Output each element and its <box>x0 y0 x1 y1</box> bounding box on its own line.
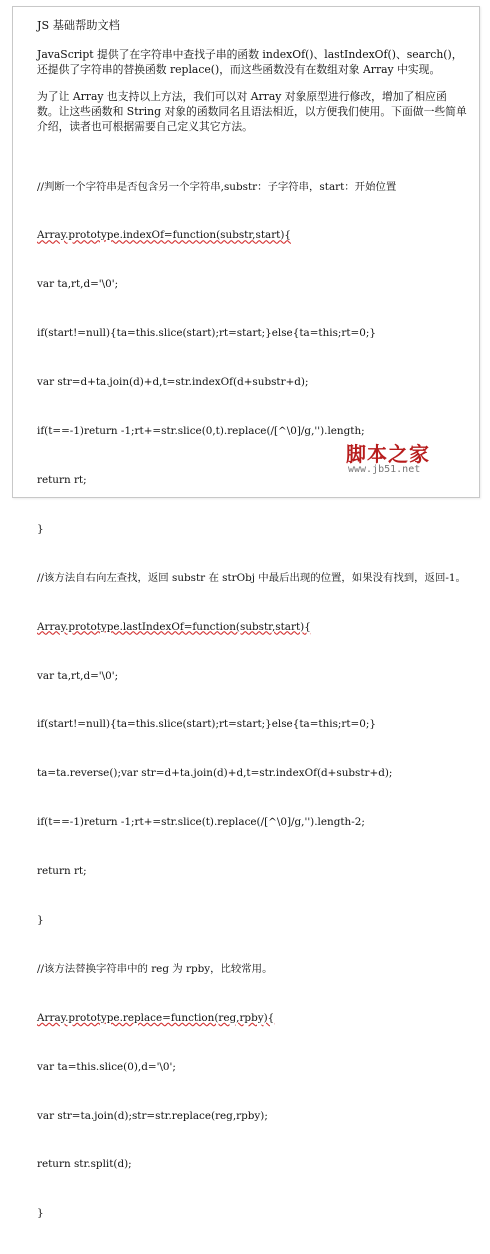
code-line: } <box>37 1207 44 1220</box>
code-line: var str=ta.join(d);str=str.replace(reg,rpby); <box>37 1109 268 1122</box>
code-line: ta=ta.reverse();var str=d+ta.join(d)+d,t=str.indexOf(d+substr+d); <box>37 767 393 780</box>
code-line: if(t==-1)return -1;rt+=str.slice(0,t).replace(/[^\0]/g,'').length; <box>37 425 365 438</box>
code-line: } <box>37 522 44 535</box>
code-line: Array.prototype.indexOf=function(substr,start){ <box>37 229 291 242</box>
code-line: if(start!=null){ta=this.slice(start);rt=start;}else{ta=this;rt=0;} <box>37 327 376 340</box>
document-title: JS 基础帮助文档 <box>37 19 120 32</box>
code-line: var ta,rt,d='\0'; <box>37 669 119 682</box>
code-line: var ta,rt,d='\0'; <box>37 278 119 291</box>
code-line: //该方法替换字符串中的 reg 为 rpby，比较常用。 <box>37 962 273 975</box>
document-page <box>12 6 480 1220</box>
watermark-title: 脚本之家 <box>346 442 430 466</box>
code-line: if(start!=null){ta=this.slice(start);rt=start;}else{ta=this;rt=0;} <box>37 718 376 731</box>
explanation-paragraph: 为了让 Array 也支持以上方法，我们可以对 Array 对象原型进行修改，增加了相应函数。让这些函数和 String 对象的函数同名且语法相近，以方便我们使用。下面做一些简单介绍，读者也可根据需要自己定义其它方法。 <box>37 90 467 133</box>
code-line: Array.prototype.lastIndexOf=function(substr,start){ <box>37 620 311 633</box>
code-line: return rt; <box>37 865 87 878</box>
code-line: //判断一个字符串是否包含另一个字符串,substr：子字符串，start：开始位置 <box>37 180 397 193</box>
code-line: var str=d+ta.join(d)+d,t=str.indexOf(d+substr+d); <box>37 376 309 389</box>
code-line: //该方法自右向左查找，返回 substr 在 strObj 中最后出现的位置，如果没有找到，返回-1。 <box>37 571 466 584</box>
code-line: if(t==-1)return -1;rt+=str.slice(t).replace(/[^\0]/g,'').length-2; <box>37 816 365 829</box>
code-line: return rt; <box>37 473 87 486</box>
code-line: Array.prototype.replace=function(reg,rpby){ <box>37 1011 275 1024</box>
document-content <box>37 17 467 1254</box>
watermark-url: www.jb51.net <box>348 464 421 475</box>
code-line: return str.split(d); <box>37 1158 132 1171</box>
code-line: var ta=this.slice(0),d='\0'; <box>37 1060 176 1073</box>
code-line: } <box>37 913 44 926</box>
site-watermark <box>346 438 488 484</box>
code-block <box>37 146 467 1254</box>
intro-paragraph: JavaScript 提供了在字符串中查找子串的函数 indexOf()、lastIndexOf()、search()，还提供了字符串的替换函数 replace()，而这些函数没有在数组对象 Array 中实现。 <box>37 48 463 76</box>
